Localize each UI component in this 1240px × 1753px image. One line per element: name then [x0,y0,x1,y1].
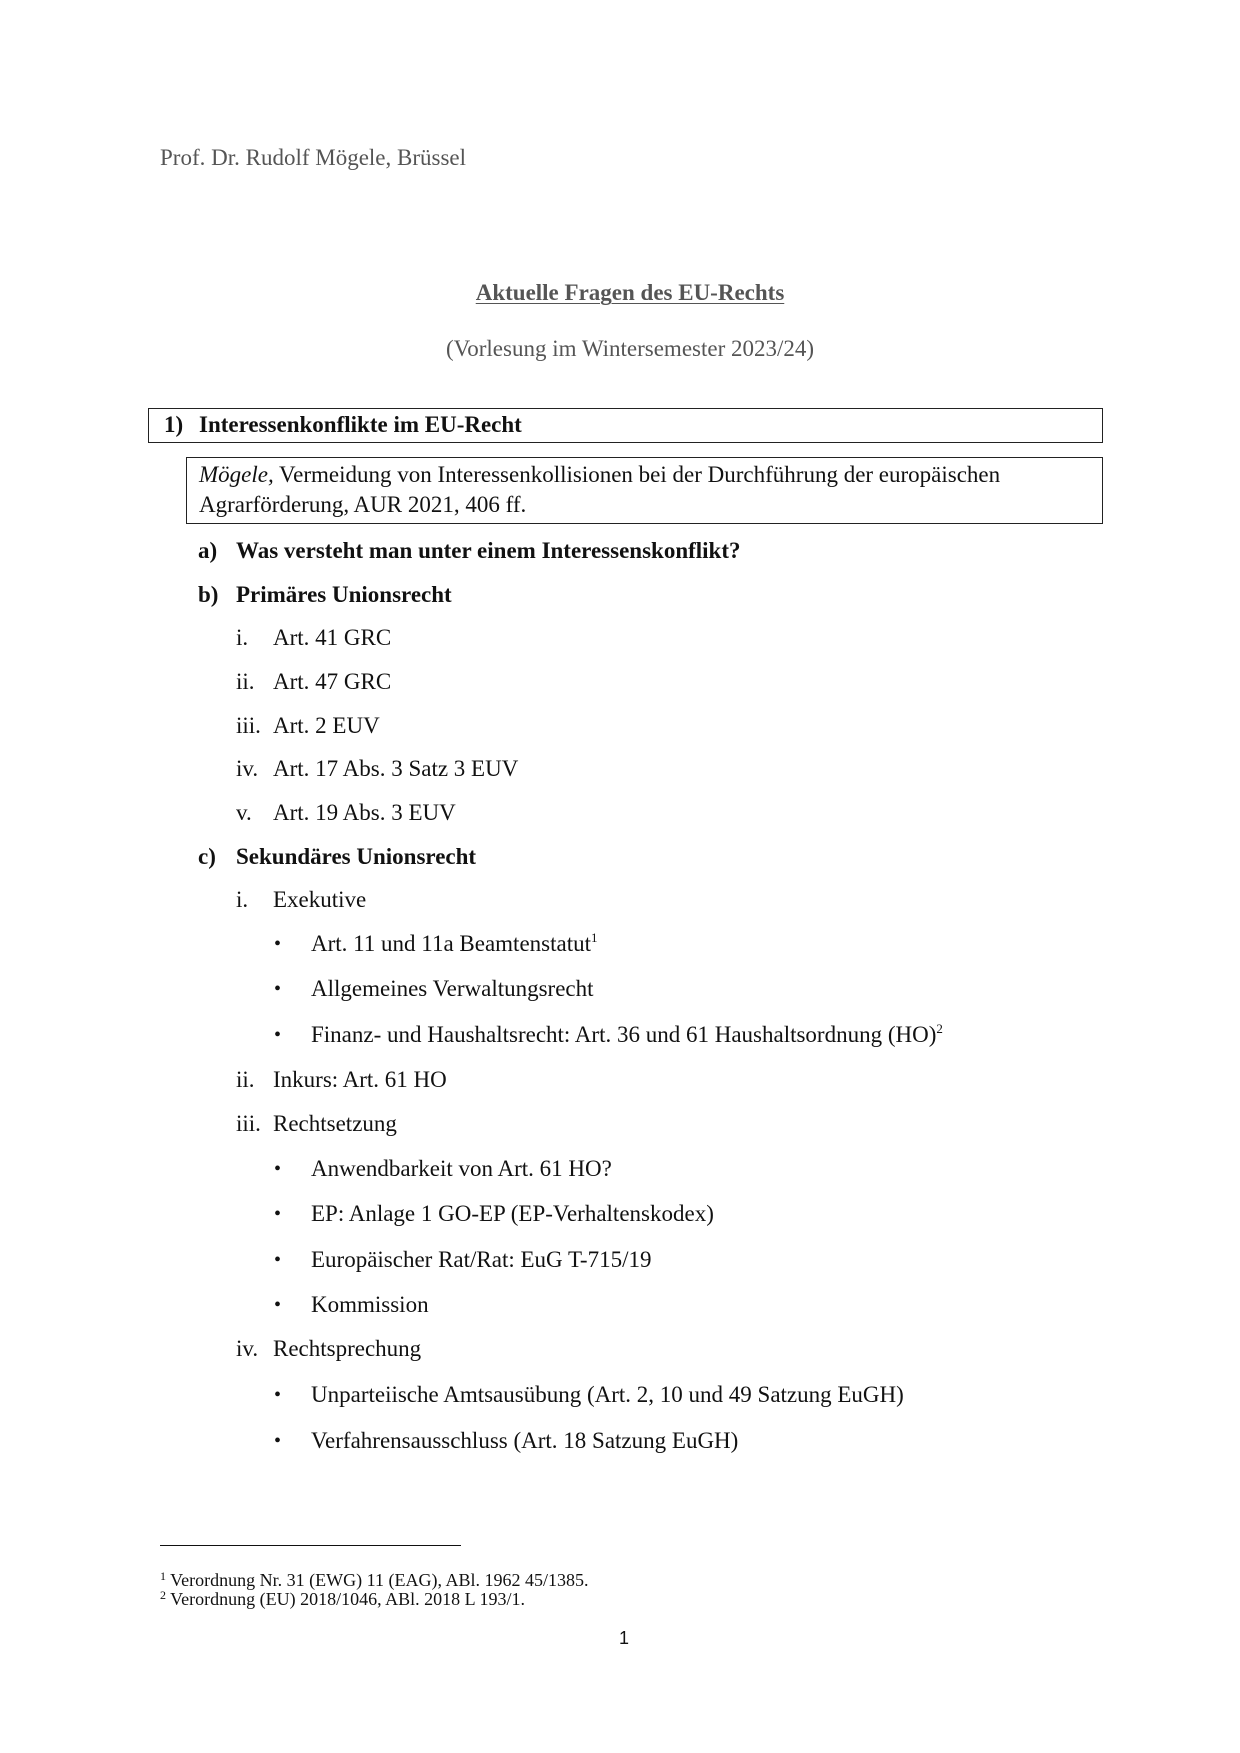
footnote-number: 2 [160,1588,166,1602]
list-text: Art. 47 GRC [273,669,392,694]
section-title: Interessenkonflikte im EU-Recht [199,412,522,437]
footnote-separator [160,1545,461,1546]
list-text: Art. 17 Abs. 3 Satz 3 EUV [273,756,519,781]
bullet-text: Anwendbarkeit von Art. 61 HO? [311,1156,612,1181]
bullet-text [311,1022,943,1048]
bullet-icon: • [274,1158,282,1180]
bullet-icon: • [274,1294,282,1316]
footnote-ref[interactable]: 1 [591,930,598,945]
bullet-text [311,931,598,957]
outline-text: Primäres Unionsrecht [236,582,452,607]
list-text: Rechtsprechung [273,1336,422,1361]
list-label: ii. [236,1067,255,1092]
author-line: Prof. Dr. Rudolf Mögele, Brüssel [160,145,467,170]
bullet-text: Verfahrensausschluss (Art. 18 Satzung EuGH) [311,1428,739,1453]
footnote-text: Verordnung Nr. 31 (EWG) 11 (EAG), ABl. 1962 45/1385. [166,1570,589,1590]
list-label: i. [236,625,249,650]
reference-text [199,460,1089,520]
reference-author: Mögele, [199,462,274,487]
footnote-ref[interactable]: 2 [936,1021,943,1036]
list-text: Art. 19 Abs. 3 EUV [273,800,456,825]
list-label: iii. [236,1111,261,1136]
outline-label: c) [198,844,216,869]
outline-text: Sekundäres Unionsrecht [236,844,477,869]
list-text: Exekutive [273,887,367,912]
bullet-icon: • [274,978,282,1000]
footnote [160,1570,588,1591]
list-text: Art. 41 GRC [273,625,392,650]
list-text: Art. 2 EUV [273,713,380,738]
list-text: Inkurs: Art. 61 HO [273,1067,447,1092]
bullet-text: EP: Anlage 1 GO-EP (EP-Verhaltenskodex) [311,1201,714,1226]
reference-citation: Vermeidung von Interessenkollisionen bei der Durchführung der europäischen Agrarförderung, AUR 2021, 406 ff. [199,462,1001,517]
section-number: 1) [164,412,184,437]
bullet-icon: • [274,1384,282,1406]
footnote-number: 1 [160,1569,166,1583]
bullet-icon: • [274,1024,282,1046]
list-label: ii. [236,669,255,694]
page-number: 1 [619,1628,630,1648]
outline-label: b) [198,582,219,607]
footnote [160,1589,525,1610]
bullet-text: Europäischer Rat/Rat: EuG T-715/19 [311,1247,652,1272]
bullet-text: Kommission [311,1292,429,1317]
list-label: i. [236,887,249,912]
document-title: Aktuelle Fragen des EU-Rechts [475,280,785,305]
footnote-text: Verordnung (EU) 2018/1046, ABl. 2018 L 193/1. [166,1589,525,1609]
bullet-text: Unparteiische Amtsausübung (Art. 2, 10 und 49 Satzung EuGH) [311,1382,904,1407]
bullet-icon: • [274,1430,282,1452]
document-subtitle: (Vorlesung im Wintersemester 2023/24) [445,336,815,361]
list-text: Rechtsetzung [273,1111,397,1136]
bullet-text-content: Art. 11 und 11a Beamtenstatut [311,931,591,956]
list-label: iv. [236,1336,259,1361]
outline-label: a) [198,538,218,563]
section-heading-box [148,408,1103,443]
reference-box [186,457,1103,524]
list-label: iii. [236,713,261,738]
bullet-icon: • [274,933,282,955]
bullet-text-content: Finanz- und Haushaltsrecht: Art. 36 und 61 Haushaltsordnung (HO) [311,1022,937,1047]
bullet-icon: • [274,1203,282,1225]
outline-text: Was versteht man unter einem Interessenskonflikt? [236,538,741,563]
bullet-icon: • [274,1249,282,1271]
bullet-text: Allgemeines Verwaltungsrecht [311,976,594,1001]
list-label: v. [236,800,252,825]
list-label: iv. [236,756,259,781]
